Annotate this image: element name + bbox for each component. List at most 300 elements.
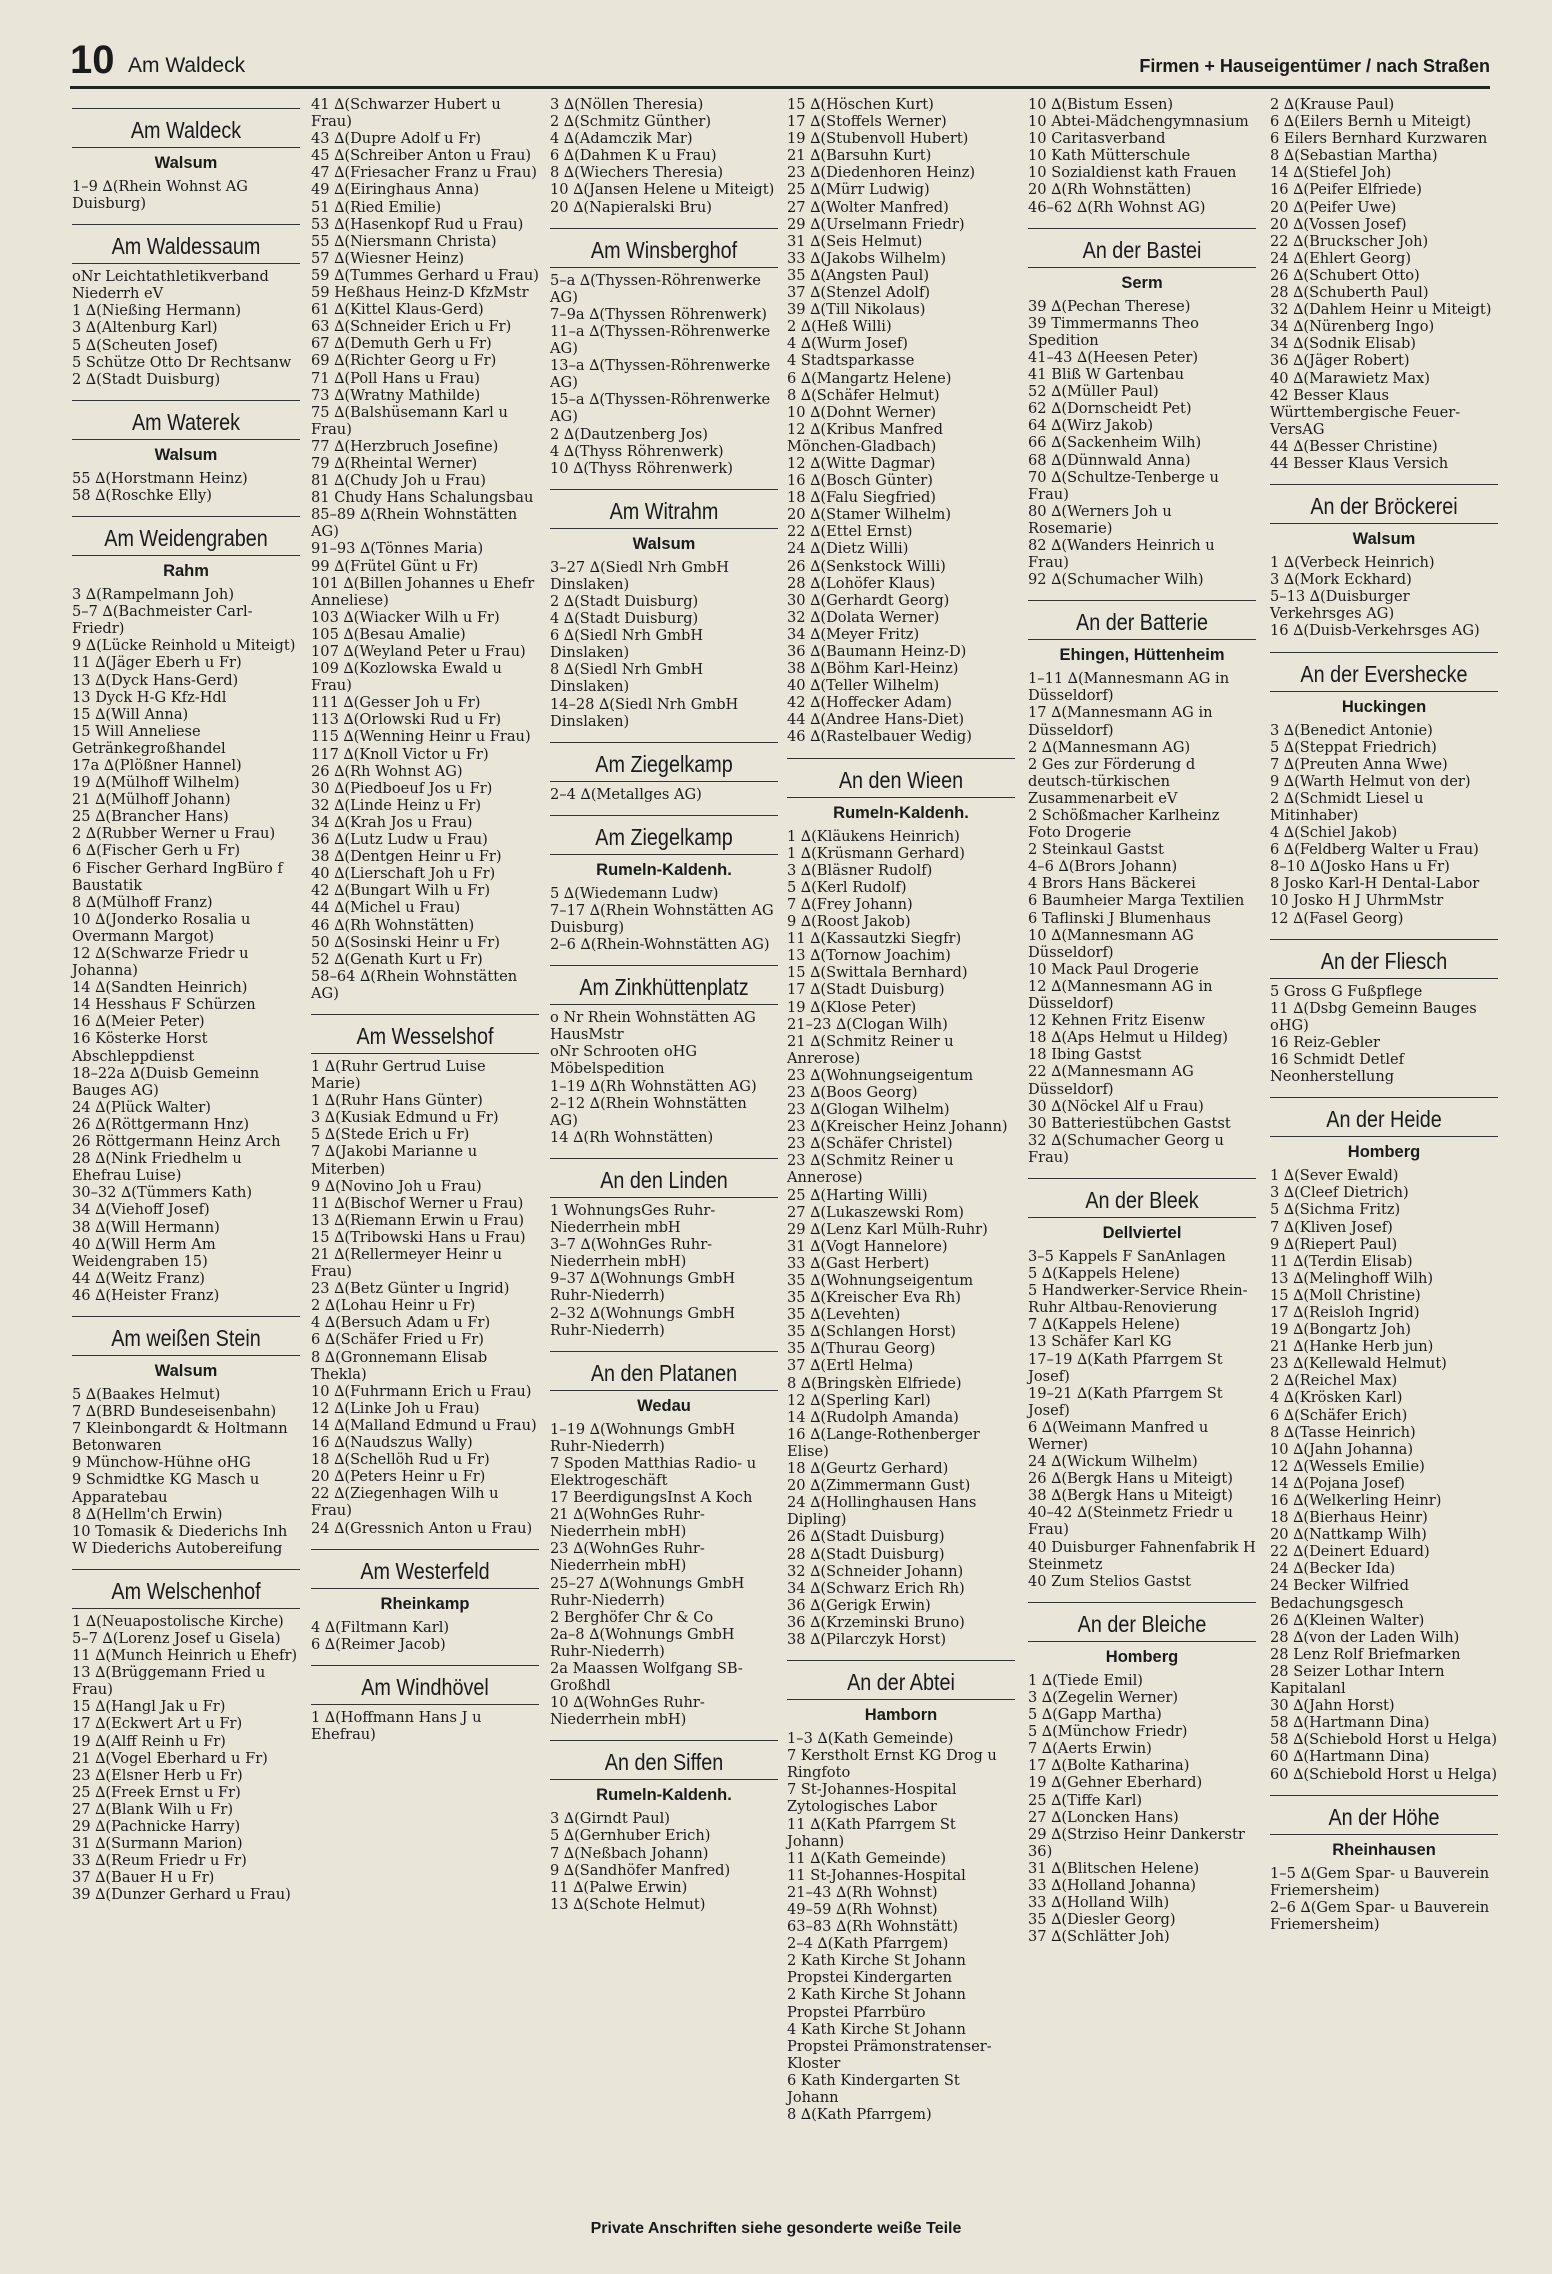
address-entry: 26 ∆(Kleinen Walter) <box>1270 1611 1425 1629</box>
address-entry: 15 ∆(Hangl Jak u Fr) <box>72 1698 226 1716</box>
address-entry: 117 ∆(Knoll Victor u Fr) <box>311 745 489 763</box>
address-entry: 7–17 ∆(Rhein Wohnstätten AG Duisburg) <box>550 901 779 936</box>
address-entry: 4 ∆(Stadt Duisburg) <box>550 610 699 628</box>
address-entry: 2–32 ∆(Wohnungs GmbH Ruhr-Niederrh) <box>550 1304 740 1339</box>
address-entry: 52 ∆(Müller Paul) <box>1028 383 1159 401</box>
address-entry: 15 ∆(Höschen Kurt) <box>787 96 934 113</box>
street-block <box>550 965 778 1146</box>
address-entry: 26 ∆(Schubert Otto) <box>1270 266 1420 284</box>
address-entry: 5 ∆(Wiedemann Ludw) <box>550 884 719 902</box>
address-entry: 3 ∆(Kusiak Edmund u Fr) <box>311 1109 499 1127</box>
address-entry: 5 ∆(Steppat Friedrich) <box>1270 738 1437 756</box>
address-entry: 21 ∆(Vogel Eberhard u Fr) <box>72 1749 268 1767</box>
address-entry: 61 ∆(Kittel Klaus-Gerd) <box>311 301 484 319</box>
address-entry: 5 ∆(Kerl Rudolf) <box>787 878 907 896</box>
address-entry: 11 ∆(Kath Pfarrgem St Johann) <box>787 1815 961 1850</box>
address-entry: 5 ∆(Sichma Fritz) <box>1270 1201 1401 1219</box>
address-entry: 29 ∆(Urselmann Friedr) <box>787 215 965 233</box>
address-entry: 81 Chudy Hans Schalungsbau <box>311 489 534 507</box>
column-6 <box>1270 96 1498 2216</box>
address-entry: 2 ∆(Rubber Werner u Frau) <box>72 825 276 843</box>
address-entry: 12 ∆(Kribus Manfred Mönchen-Gladbach) <box>787 420 948 455</box>
address-entry: 18 ∆(Geurtz Gerhard) <box>787 1460 949 1478</box>
street-heading-box <box>1270 939 1498 979</box>
address-entry: 7–9a ∆(Thyssen Röhrenwerk) <box>550 305 767 323</box>
address-entry: 2 ∆(Stadt Duisburg) <box>550 592 699 610</box>
address-entry: 46 ∆(Rastelbauer Wedig) <box>787 728 972 746</box>
address-entry: 22 ∆(Ettel Ernst) <box>787 523 913 541</box>
address-entry: 8 ∆(Siedl Nrh GmbH Dinslaken) <box>550 661 708 696</box>
address-entry: 8 ∆(Mülhoff Franz) <box>72 893 213 911</box>
address-entry: 6 ∆(Schäfer Fried u Fr) <box>311 1331 484 1349</box>
street-block <box>311 1014 539 1537</box>
street-block <box>72 224 300 388</box>
address-entry: 16 ∆(Meier Peter) <box>72 1013 205 1031</box>
address-entry: 2 ∆(Lohau Heinr u Fr) <box>311 1297 476 1315</box>
address-entry: 32 ∆(Linde Heinz u Fr) <box>311 796 482 814</box>
address-entry: 3 ∆(Bläsner Rudolf) <box>787 861 933 879</box>
address-entry: 16 ∆(Bosch Günter) <box>787 472 933 490</box>
address-entry: 14–28 ∆(Siedl Nrh GmbH Dinslaken) <box>550 695 743 730</box>
street-name: Am Wesselshof <box>356 1022 494 1049</box>
address-entry: 9 ∆(Sandhöfer Manfred) <box>550 1861 731 1879</box>
address-entry: 113 ∆(Orlowski Rud u Fr) <box>311 711 502 729</box>
address-entry: 33 ∆(Reum Friedr u Fr) <box>72 1852 247 1870</box>
address-entry: 2 Kath Kirche St Johann Propstei Kindergarten <box>787 1952 971 1987</box>
address-entry: 15 ∆(Moll Christine) <box>1270 1286 1421 1304</box>
address-entry: 105 ∆(Besau Amalie) <box>311 625 466 643</box>
address-entry: 8 ∆(Gronnemann Elisab Thekla) <box>311 1348 492 1383</box>
street-block <box>1028 1178 1261 1590</box>
address-entry: 9 ∆(Riepert Paul) <box>1270 1235 1398 1253</box>
address-entry: 9 ∆(Roost Jakob) <box>787 913 911 931</box>
address-entry: 33 ∆(Holland Johanna) <box>1028 1876 1196 1894</box>
street-heading-box <box>311 1665 539 1705</box>
street-block <box>550 1158 778 1339</box>
address-entry: 4–6 ∆(Brors Johann) <box>1028 858 1178 876</box>
address-entry: 20 ∆(Rh Wohnstätten) <box>1028 181 1192 199</box>
street-name: An der Bröckerei <box>1310 493 1458 520</box>
address-entry: 41–43 ∆(Heesen Peter) <box>1028 348 1199 366</box>
street-name: An der Bastei <box>1082 236 1202 263</box>
district-name: Walsum <box>154 1361 218 1380</box>
address-entry: 9 ∆(Warth Helmut von der) <box>1270 772 1471 790</box>
address-entry: 11 ∆(Kassautzki Siegfr) <box>787 930 962 948</box>
street-name: An den Platanen <box>590 1359 738 1386</box>
address-entry: 6 Taflinski J Blumenhaus <box>1028 909 1211 927</box>
address-entry: 27 ∆(Wolter Manfred) <box>787 198 949 216</box>
district-name: Homberg <box>1105 1647 1179 1666</box>
street-name: Am Welschenhof <box>111 1577 261 1604</box>
address-entry: 3 ∆(Girndt Paul) <box>550 1810 670 1828</box>
address-entry: 59 Heßhaus Heinz-D KfzMstr <box>311 284 529 302</box>
district-name: Serm <box>1121 273 1163 292</box>
address-entry: 7 ∆(Frey Johann) <box>787 895 913 913</box>
address-entry: 23 ∆(Schäfer Christel) <box>787 1135 953 1153</box>
address-entry: 27 ∆(Loncken Hans) <box>1028 1808 1179 1826</box>
street-block <box>311 96 539 1002</box>
address-entry: 1 ∆(Hoffmann Hans J u Ehefrau) <box>311 1708 487 1743</box>
address-entry: 103 ∆(Wiacker Wilh u Fr) <box>311 608 500 626</box>
street-heading-box <box>72 1316 300 1356</box>
address-entry: 28 Lenz Rolf Briefmarken <box>1270 1645 1461 1663</box>
address-entry: 37 ∆(Schlätter Joh) <box>1028 1928 1170 1946</box>
district-name: Rumeln-Kaldenh. <box>833 803 969 822</box>
address-entry: 10 ∆(Fuhrmann Erich u Frau) <box>311 1382 532 1400</box>
address-entry: 17 ∆(Bolte Katharina) <box>1028 1757 1190 1775</box>
address-entry: 47 ∆(Friesacher Franz u Frau) <box>311 164 537 182</box>
address-entry: 3 ∆(Mork Eckhard) <box>1270 571 1412 589</box>
address-entry: 19 ∆(Stubenvoll Hubert) <box>787 130 969 148</box>
address-entry: 4 ∆(Krösken Karl) <box>1270 1389 1403 1407</box>
address-entry: 13 ∆(Dyck Hans-Gerd) <box>72 671 239 689</box>
section-title: Firmen + Hauseigentümer / nach Straßen <box>1139 56 1490 76</box>
address-entry: 70 ∆(Schultze-Tenberge u Frau) <box>1028 468 1224 503</box>
address-entry: 5 ∆(Stede Erich u Fr) <box>311 1126 470 1144</box>
address-entry: 5 ∆(Gernhuber Erich) <box>550 1827 711 1845</box>
address-entry: 16 ∆(Welkerling Heinr) <box>1270 1492 1442 1509</box>
address-entry: 21–43 ∆(Rh Wohnst) <box>787 1883 938 1901</box>
address-entry: 3 ∆(Rampelmann Joh) <box>72 586 235 604</box>
address-entry: 34 ∆(Viehoff Josef) <box>72 1201 210 1219</box>
address-entry: 1–9 ∆(Rhein Wohnst AG Duisburg) <box>72 178 253 213</box>
column-1 <box>72 96 300 2216</box>
address-entry: 4 ∆(Thyss Röhrenwerk) <box>550 442 724 460</box>
street-name: An der Batterie <box>1076 609 1208 636</box>
address-entry: 64 ∆(Wirz Jakob) <box>1028 417 1154 435</box>
street-name: Am Waterek <box>131 408 241 435</box>
address-entry: 81 ∆(Chudy Joh u Frau) <box>311 472 486 490</box>
address-entry: oNr Schrooten oHG Möbelspedition <box>550 1043 702 1078</box>
address-entry: 17 BeerdigungsInst A Koch <box>550 1489 753 1507</box>
address-entry: 31 ∆(Blitschen Helene) <box>1028 1859 1200 1877</box>
running-street-title: Am Waldeck <box>128 54 246 77</box>
column-2 <box>311 96 539 2216</box>
address-entry: 31 ∆(Surmann Marion) <box>72 1835 243 1853</box>
address-entry: 63–83 ∆(Rh Wohnstätt) <box>787 1918 959 1936</box>
address-entry: 15 ∆(Will Anna) <box>72 705 189 723</box>
address-entry: 13 ∆(Tornow Joachim) <box>787 947 951 965</box>
address-entry: 11 ∆(Dsbg Gemeinn Bauges oHG) <box>1270 999 1482 1034</box>
address-entry: 18 ∆(Falu Siegfried) <box>787 489 936 507</box>
street-name: Am Windhövel <box>361 1673 489 1700</box>
street-name: Am Witrahm <box>609 497 719 524</box>
address-entry: 4 Stadtsparkasse <box>787 352 915 370</box>
street-block <box>1270 939 1498 1086</box>
district-name: Rheinhausen <box>1332 1840 1436 1859</box>
address-entry: 24 ∆(Wickum Wilhelm) <box>1028 1453 1198 1471</box>
address-entry: 40 ∆(Teller Wilhelm) <box>787 677 940 695</box>
address-entry: 38 ∆(Dentgen Heinr u Fr) <box>311 848 502 866</box>
address-entry: 25 ∆(Freek Ernst u Fr) <box>72 1783 241 1801</box>
address-entry: 3 ∆(Altenburg Karl) <box>72 319 218 337</box>
address-entry: 10 Abtei-Mädchengymnasium <box>1028 113 1249 131</box>
street-name: An der Fliesch <box>1320 947 1448 974</box>
district-name: Walsum <box>1352 530 1416 549</box>
address-entry: 28 ∆(Stadt Duisburg) <box>787 1545 945 1563</box>
address-entry: 66 ∆(Sackenheim Wilh) <box>1028 434 1202 452</box>
address-entry: 13 ∆(Riemann Erwin u Frau) <box>311 1211 525 1229</box>
address-entry: 2–6 ∆(Gem Spar- u Bauverein Friemersheim) <box>1270 1898 1494 1933</box>
header-rule <box>70 86 1490 89</box>
address-entry: 13 ∆(Melinghoff Wilh) <box>1270 1269 1434 1287</box>
address-entry: 9–37 ∆(Wohnungs GmbH Ruhr-Niederrh) <box>550 1270 740 1305</box>
address-entry: 46–62 ∆(Rh Wohnst AG) <box>1028 198 1206 216</box>
address-entry: 5 Schütze Otto Dr Rechtsanw <box>72 353 292 371</box>
address-entry: 109 ∆(Kozlowska Ewald u Frau) <box>311 660 507 695</box>
address-entry: 16 ∆(Duisb-Verkehrsges AG) <box>1270 622 1480 640</box>
address-entry: 23 ∆(Kreischer Heinz Johann) <box>787 1118 1008 1136</box>
address-entry: 17 ∆(Stoffels Werner) <box>787 113 947 131</box>
address-entry: 55 ∆(Horstmann Heinz) <box>72 469 248 487</box>
address-entry: 29 ∆(Lenz Karl Mülh-Ruhr) <box>787 1220 988 1238</box>
address-entry: 3–7 ∆(WohnGes Ruhr-Niederrhein mbH) <box>550 1236 713 1271</box>
address-entry: 40 ∆(Will Herm Am Weidengraben 15) <box>72 1235 221 1270</box>
address-entry: 23 ∆(Boos Georg) <box>787 1083 918 1101</box>
address-entry: 11 ∆(Terdin Elisab) <box>1270 1252 1413 1270</box>
address-entry: 14 ∆(Rh Wohnstätten) <box>550 1128 714 1146</box>
address-entry: 92 ∆(Schumacher Wilh) <box>1028 571 1204 589</box>
address-entry: 7 ∆(Preuten Anna Wwe) <box>1270 755 1448 773</box>
address-entry: 7 St-Johannes-Hospital Zytologisches Labor <box>787 1781 962 1816</box>
address-entry: 2a–8 ∆(Wohnungs GmbH Ruhr-Niederrh) <box>550 1625 740 1660</box>
address-entry: 9 Schmidtke KG Masch u Apparatebau <box>72 1471 264 1506</box>
address-entry: 37 ∆(Stenzel Adolf) <box>787 284 931 302</box>
address-entry: 1 ∆(Ruhr Hans Günter) <box>311 1092 483 1110</box>
address-entry: 6 Fischer Gerhard IngBüro f Baustatik <box>72 859 288 894</box>
address-entry: 3 ∆(Zegelin Werner) <box>1028 1688 1179 1706</box>
address-entry: 77 ∆(Herzbruch Josefine) <box>311 437 499 455</box>
address-entry: oNr Leichtathletikverband Niederrh eV <box>72 268 274 303</box>
address-entry: 12 ∆(Sperling Karl) <box>787 1391 931 1409</box>
street-block <box>1028 600 1256 1166</box>
address-entry: 25 ∆(Mürr Ludwig) <box>787 181 930 199</box>
address-entry: 13–a ∆(Thyssen-Röhrenwerke AG) <box>550 357 775 392</box>
address-entry: 107 ∆(Weyland Peter u Frau) <box>311 643 526 660</box>
address-entry: 29 ∆(Pachnicke Harry) <box>72 1818 241 1836</box>
address-entry: 53 ∆(Hasenkopf Rud u Frau) <box>311 215 524 233</box>
street-block <box>787 1660 1015 2123</box>
street-heading-box <box>72 108 300 148</box>
address-entry: 10 Sozialdienst kath Frauen <box>1028 164 1237 182</box>
address-entry: 26 ∆(Senkstock Willi) <box>787 557 946 575</box>
street-block <box>311 1549 539 1653</box>
address-entry: 1 ∆(Kläukens Heinrich) <box>787 827 960 845</box>
address-entry: 21 ∆(Schmitz Reiner u Anrerose) <box>787 1032 959 1067</box>
address-entry: 22 ∆(Bruckscher Joh) <box>1270 232 1429 250</box>
address-entry: 99 ∆(Frütel Günt u Fr) <box>311 557 479 575</box>
address-entry: 37 ∆(Ertl Helma) <box>787 1357 914 1375</box>
address-entry: 38 ∆(Pilarczyk Horst) <box>787 1630 947 1648</box>
address-entry: 16 Schmidt Detlef Neonherstellung <box>1270 1051 1409 1086</box>
district-name: Rheinkamp <box>380 1594 470 1613</box>
address-entry: 7 ∆(Kliven Josef) <box>1270 1218 1393 1236</box>
address-entry: 44 ∆(Besser Christine) <box>1270 437 1438 455</box>
address-entry: 22 ∆(Mannesmann AG Düsseldorf) <box>1028 1063 1199 1098</box>
address-entry: 7 ∆(Aerts Erwin) <box>1028 1740 1152 1758</box>
address-entry: 46 ∆(Heister Franz) <box>72 1286 220 1304</box>
address-entry: 15 ∆(Swittala Bernhard) <box>787 964 968 982</box>
address-entry: 2 ∆(Heß Willi) <box>787 318 892 336</box>
address-entry: 8 ∆(Wiechers Theresia) <box>550 164 724 182</box>
address-entry: 10 Kath Mütterschule <box>1028 147 1191 165</box>
address-entry: 75 ∆(Balshüsemann Karl u Frau) <box>311 403 513 438</box>
address-entry: 16 Reiz-Gebler <box>1270 1033 1381 1051</box>
address-entry: 6 ∆(Mangartz Helene) <box>787 369 952 387</box>
address-entry: 30 ∆(Gerhardt Georg) <box>787 591 950 609</box>
address-entry: 10 ∆(Bistum Essen) <box>1028 96 1174 113</box>
address-entry: 40 Zum Stelios Gastst <box>1028 1572 1192 1590</box>
address-entry: 30 ∆(Jahn Horst) <box>1270 1697 1395 1715</box>
address-entry: 9 Münchow-Hühne oHG <box>72 1454 251 1472</box>
district-name: Walsum <box>632 534 696 553</box>
street-heading-box <box>550 965 778 1005</box>
address-entry: 15 Will Anneliese Getränkegroßhandel <box>72 722 226 757</box>
column-3 <box>550 96 778 2216</box>
district-name: Hamborn <box>864 1706 938 1725</box>
street-name: An der Bleiche <box>1077 1610 1207 1637</box>
street-heading-box <box>550 742 778 782</box>
address-entry: 10 ∆(Thyss Röhrenwerk) <box>550 459 733 477</box>
address-entry: 4 ∆(Bersuch Adam u Fr) <box>311 1314 491 1332</box>
address-entry: 101 ∆(Billen Johannes u Ehefr Anneliese) <box>311 574 539 609</box>
address-entry: 12 ∆(Witte Dagmar) <box>787 454 936 472</box>
footer-note: Private Anschriften siehe gesonderte weiße Teile <box>590 2220 962 2237</box>
address-entry: 8 ∆(Kath Pfarrgem) <box>787 2106 932 2124</box>
address-entry: 11 ∆(Jäger Eberh u Fr) <box>72 654 242 672</box>
address-entry: 52 ∆(Genath Kurt u Fr) <box>311 950 483 968</box>
address-entry: 44 ∆(Michel u Frau) <box>311 899 461 917</box>
address-entry: 1 ∆(Sever Ewald) <box>1270 1167 1399 1185</box>
district-name: Ehingen, Hüttenheim <box>1059 646 1225 665</box>
address-entry: 39 Timmermanns Theo Spedition <box>1028 314 1204 349</box>
street-heading-box <box>550 228 778 268</box>
street-name: Am Ziegelkamp <box>595 750 733 777</box>
address-entry: 28 ∆(Nink Friedhelm u Ehefrau Luise) <box>72 1150 247 1185</box>
address-entry: 7 ∆(Jakobi Marianne u Miterben) <box>311 1143 482 1178</box>
address-entry: 35 ∆(Wohnungseigentum <box>787 1272 974 1289</box>
address-entry: 2 Ges zur Förderung d deutsch-türkischen Zusammenarbeit eV <box>1028 755 1200 807</box>
address-entry: 41 Bliß W Gartenbau <box>1028 366 1184 384</box>
street-name: An der Höhe <box>1328 1803 1440 1830</box>
address-entry: 7 ∆(Neßbach Johann) <box>550 1844 709 1862</box>
address-entry: 15 ∆(Tribowski Hans u Frau) <box>311 1228 526 1246</box>
address-entry: 34 ∆(Meyer Fritz) <box>787 625 920 643</box>
address-entry: 10 ∆(Jansen Helene u Miteigt) <box>550 181 775 199</box>
address-entry: 2 ∆(Schmitz Günther) <box>550 113 712 131</box>
address-entry: 6 ∆(Eilers Bernh u Miteigt) <box>1270 113 1472 131</box>
address-entry: 1–5 ∆(Gem Spar- u Bauverein Friemersheim) <box>1270 1864 1494 1899</box>
address-entry: 26 ∆(Röttgermann Hnz) <box>72 1115 250 1133</box>
address-entry: 36 ∆(Baumann Heinz-D) <box>787 643 967 660</box>
address-entry: 10 ∆(Jonderko Rosalia u Overmann Margot) <box>72 910 256 945</box>
address-entry: 38 ∆(Bergk Hans u Miteigt) <box>1028 1487 1233 1505</box>
address-entry: 55 ∆(Niersmann Christa) <box>311 232 497 250</box>
address-entry: 2 ∆(Dautzenberg Jos) <box>550 425 708 443</box>
address-entry: 5 Handwerker-Service Rhein-Ruhr Altbau-Renovierung <box>1028 1282 1248 1317</box>
address-entry: 5–7 ∆(Bachmeister Carl-Friedr) <box>72 603 253 638</box>
street-heading-box <box>787 758 1015 798</box>
address-entry: 13 ∆(Brüggemann Fried u Frau) <box>72 1664 270 1699</box>
address-entry: 37 ∆(Bauer H u Fr) <box>72 1869 215 1887</box>
address-entry: 40 ∆(Lierschaft Joh u Fr) <box>311 865 496 883</box>
address-entry: 18 ∆(Schellöh Rud u Fr) <box>311 1451 490 1469</box>
address-entry: 11 ∆(Palwe Erwin) <box>550 1878 688 1896</box>
address-entry: 1 WohnungsGes Ruhr-Niederrhein mbH <box>550 1201 716 1237</box>
street-name: Am Winsberghof <box>590 236 738 263</box>
address-entry: 2 Steinkaul Gastst <box>1028 841 1164 859</box>
address-entry: 17–19 ∆(Kath Pfarrgem St Josef) <box>1028 1350 1228 1385</box>
address-entry: 18 ∆(Aps Helmut u Hildeg) <box>1028 1029 1228 1047</box>
address-entry: 31 ∆(Vogt Hannelore) <box>787 1237 948 1255</box>
address-entry: 19 ∆(Alff Reinh u Fr) <box>72 1732 226 1750</box>
address-entry: 2 Kath Kirche St Johann Propstei Pfarrbüro <box>787 1986 971 2021</box>
page-number: 10 <box>70 38 115 82</box>
address-entry: 15–a ∆(Thyssen-Röhrenwerke AG) <box>550 391 775 426</box>
address-entry: 5 ∆(Scheuten Josef) <box>72 336 218 354</box>
address-entry: 115 ∆(Wenning Heinr u Frau) <box>311 728 531 746</box>
district-name: Walsum <box>154 154 218 172</box>
street-heading-box <box>550 1158 778 1198</box>
address-entry: o Nr Rhein Wohnstätten AG HausMstr <box>550 1009 761 1044</box>
address-entry: 24 ∆(Ehlert Georg) <box>1270 249 1412 267</box>
street-block <box>72 1316 300 1557</box>
address-entry: 6 ∆(Siedl Nrh GmbH Dinslaken) <box>550 627 708 662</box>
address-entry: 35 ∆(Levehten) <box>787 1306 901 1324</box>
street-block <box>1270 1795 1498 1933</box>
address-entry: 22 ∆(Ziegenhagen Wilh u Frau) <box>311 1485 504 1520</box>
street-block <box>72 1569 300 1904</box>
address-entry: 80 ∆(Werners Joh u Rosemarie) <box>1028 502 1177 537</box>
district-name: Dellviertel <box>1102 1223 1182 1242</box>
address-entry: 30 ∆(Nöckel Alf u Frau) <box>1028 1097 1204 1115</box>
address-entry: 33 ∆(Gast Herbert) <box>787 1254 930 1272</box>
district-name: Rumeln-Kaldenh. <box>596 1786 732 1805</box>
address-entry: 21 ∆(WohnGes Ruhr-Niederrhein mbH) <box>550 1506 705 1541</box>
address-entry: 16 ∆(Naudszus Wally) <box>311 1434 473 1452</box>
address-entry: 1 ∆(Nießing Hermann) <box>72 302 242 320</box>
street-block <box>1270 1097 1498 1782</box>
street-block <box>72 400 300 504</box>
street-heading-box <box>550 1740 778 1780</box>
street-block <box>787 96 1015 746</box>
address-entry: 5–7 ∆(Lorenz Josef u Gisela) <box>72 1630 281 1647</box>
street-heading-box <box>311 1549 539 1589</box>
street-heading-box <box>72 224 300 264</box>
address-entry: 12 ∆(Mannesmann AG in Düsseldorf) <box>1028 977 1218 1013</box>
address-entry: 44 ∆(Weitz Franz) <box>72 1269 205 1287</box>
address-entry: 32 ∆(Schneider Johann) <box>787 1562 964 1580</box>
address-entry: 21 ∆(Hanke Herb jun) <box>1270 1338 1434 1356</box>
address-entry: 6 ∆(Weimann Manfred u Werner) <box>1028 1418 1213 1453</box>
address-entry: 17 ∆(Mannesmann AG in Düsseldorf) <box>1028 704 1218 739</box>
address-entry: 2 ∆(Mannesmann AG) <box>1028 738 1191 756</box>
street-heading-box <box>1270 652 1498 692</box>
address-entry: 1 ∆(Neuapostolische Kirche) <box>72 1612 284 1630</box>
address-entry: 1–3 ∆(Kath Gemeinde) <box>787 1730 954 1748</box>
address-entry: 45 ∆(Schreiber Anton u Frau) <box>311 147 532 165</box>
address-entry: 20 ∆(Peters Heinr u Fr) <box>311 1468 486 1486</box>
address-entry: 71 ∆(Poll Hans u Frau) <box>311 369 480 387</box>
address-entry: 7 ∆(Kappels Helene) <box>1028 1316 1180 1334</box>
address-entry: 38 ∆(Will Hermann) <box>72 1218 220 1236</box>
address-entry: 4 Brors Hans Bäckerei <box>1028 875 1196 893</box>
address-entry: 24 ∆(Gressnich Anton u Frau) <box>311 1519 533 1537</box>
street-heading-box <box>787 1660 1015 1700</box>
address-entry: 26 ∆(Stadt Duisburg) <box>787 1528 945 1546</box>
address-entry: 46 ∆(Rh Wohnstätten) <box>311 916 475 934</box>
street-name: Am Zinkhüttenplatz <box>579 974 749 1001</box>
